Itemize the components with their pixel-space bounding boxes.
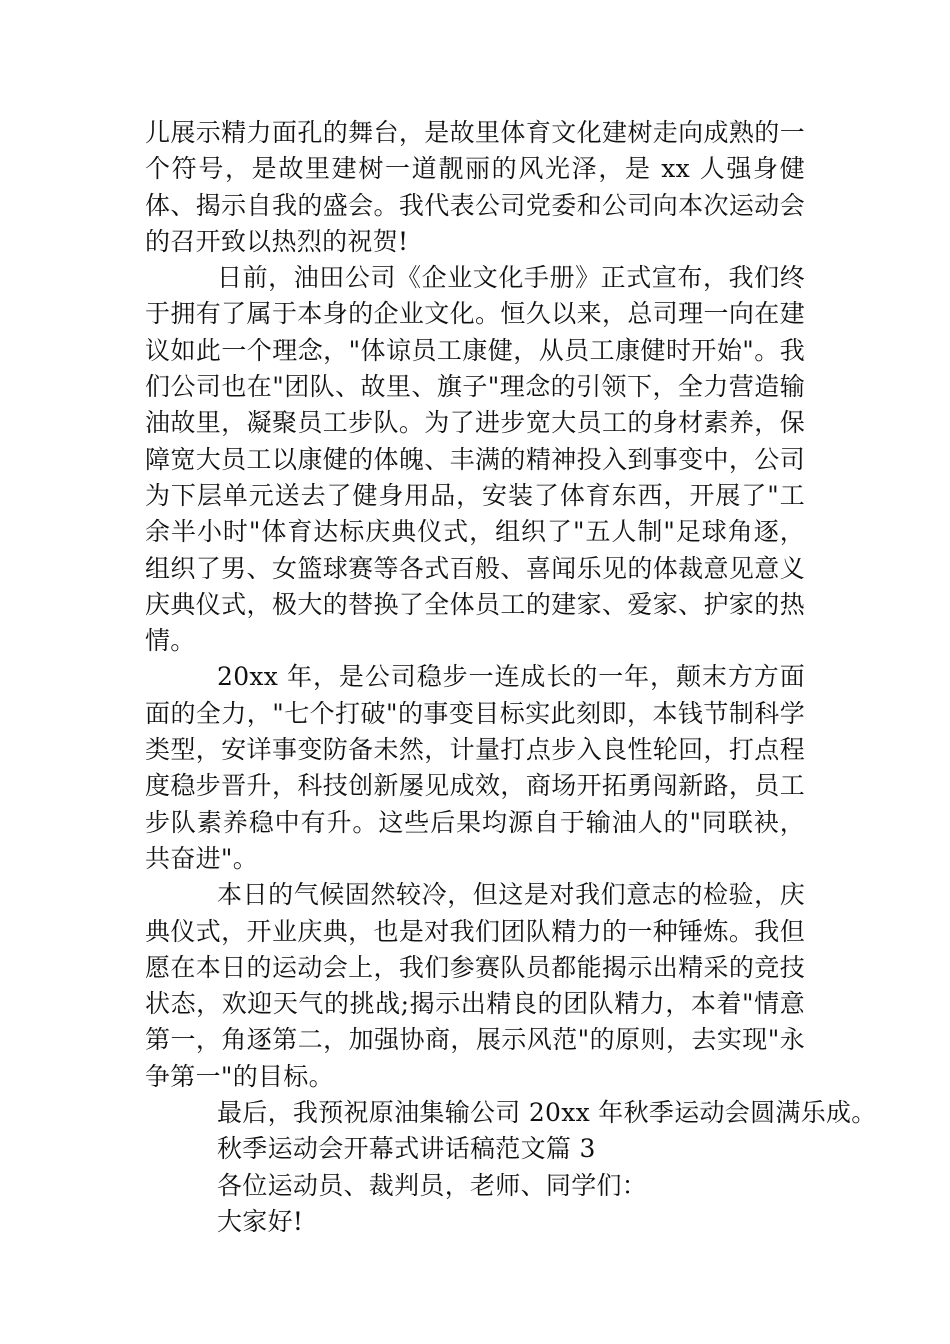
paragraph-closing-wish: 最后，我预祝原油集输公司 20xx 年秋季运动会圆满乐成。 [217,1098,877,1128]
salutation: 各位运动员、裁判员，老师、同学们： [217,1170,648,1200]
greeting: 大家好! [217,1206,304,1236]
document-body [145,115,877,1240]
paragraph-continuation: 儿展示精力面孔的舞台，是故里体育文化建树走向成熟的一个符号，是故里建树一道靓丽的风光泽，是 xx 人强身健体、揭示自我的盛会。我代表公司党委和公司向本次运动会的召开致以热烈的祝贺! [145,118,805,256]
paragraph-corporate-culture: 日前，油田公司《企业文化手册》正式宣布，我们终于拥有了属于本身的企业文化。恒久以来，总司理一向在建议如此一个理念，"体谅员工康健，从员工康健时开始"。我们公司也在"团队、故里、旗子"理念的引领下，全力营造输油故里，凝聚员工步队。为了进步宽大员工的身材素养，保障宽大员工以康健的体魄、丰满的精神投入到事变中，公司为下层单元送去了健身用品，安装了体育东西，开展了"工余半小时"体育达标庆典仪式，组织了"五人制"足球角逐，组织了男、女篮球赛等各式百般、喜闻乐见的体裁意见意义庆典仪式，极大的替换了全体员工的建家、爱家、护家的热情。 [145,263,805,656]
section-heading: 秋季运动会开幕式讲话稿范文篇 3 [217,1134,596,1164]
paragraph-weather-challenge: 本日的气候固然较冷，但这是对我们意志的检验，庆典仪式，开业庆典，也是对我们团队精力的一种锤炼。我但愿在本日的运动会上，我们参赛队员都能揭示出精采的竞技状态，欢迎天气的挑战;揭示出精良的团队精力，本着"情意第一，角逐第二，加强协商，展示风范"的原则，去实现"永争第一"的目标。 [145,880,805,1091]
paragraph-annual-review: 20xx 年，是公司稳步一连成长的一年，颠末方方面面的全力，"七个打破"的事变目标实此刻即，本钱节制科学类型，安详事变防备未然，计量打点步入良性轮回，打点程度稳步晋升，科技创新屡见成效，商场开拓勇闯新路，员工步队素养稳中有升。这些后果均源自于输油人的"同联袂，共奋进"。 [145,662,805,873]
